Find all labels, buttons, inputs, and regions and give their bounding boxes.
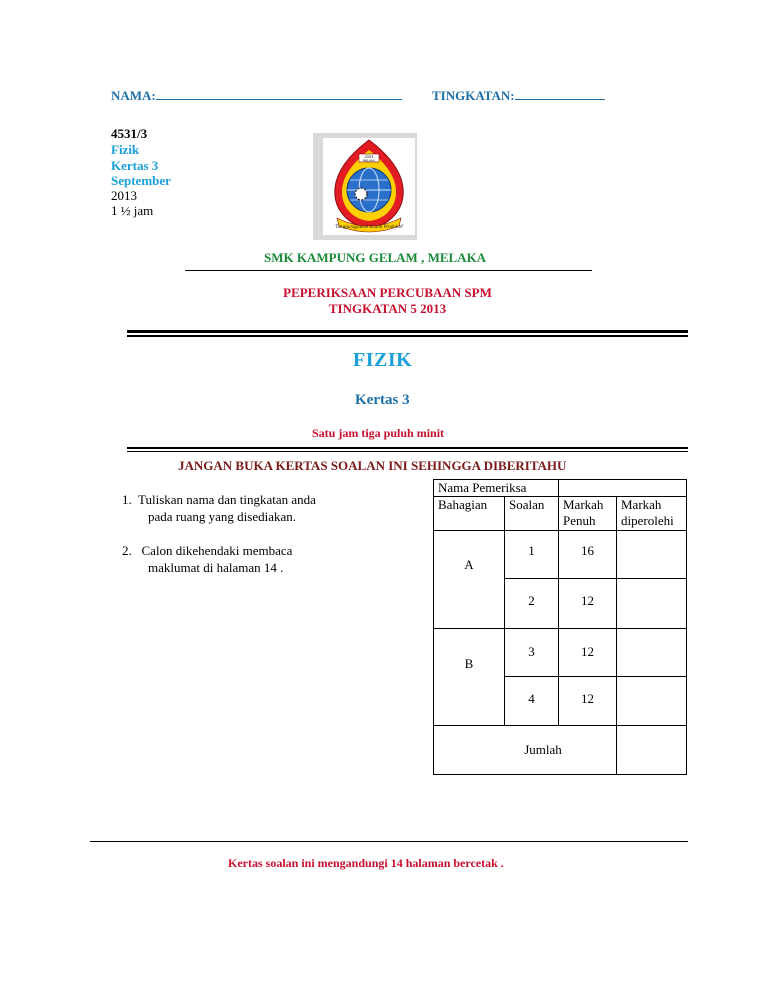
header-markah-penuh-line-1: Markah	[563, 497, 604, 512]
subject-name: Fizik	[111, 142, 140, 157]
full-marks-cell: 12	[559, 629, 617, 677]
instruction-2-line-2: maklumat di halaman 14 .	[148, 560, 284, 575]
exam-duration: 1 ½ jam	[111, 203, 154, 218]
instruction-2-line-1: Calon dikehendaki membaca	[141, 543, 293, 558]
exam-title	[184, 285, 591, 317]
full-marks-cell: 12	[559, 579, 617, 629]
examiner-label: Nama Pemeriksa	[434, 480, 559, 497]
subject-title: FIZIK	[353, 349, 413, 371]
logo-year-text: 2003	[364, 155, 374, 159]
logo-state-text: MELAKA	[362, 158, 376, 163]
question-cell: 4	[505, 677, 559, 726]
school-name: SMK KAMPUNG GELAM , MELAKA	[264, 250, 487, 265]
total-label: Jumlah	[434, 726, 617, 775]
full-marks-cell: 12	[559, 677, 617, 726]
name-blank-line[interactable]	[156, 88, 402, 100]
marks-obtained-cell[interactable]	[617, 531, 687, 579]
table-row	[434, 629, 687, 677]
instruction-1-line-2: pada ruang yang disediakan.	[148, 509, 297, 524]
marks-obtained-cell[interactable]	[617, 677, 687, 726]
name-field-row	[111, 88, 402, 104]
footer-rule	[90, 841, 688, 842]
instruction-2-number: 2.	[122, 543, 132, 558]
warning-text: JANGAN BUKA KERTAS SOALAN INI SEHINGGA DIBERITAHU	[178, 458, 567, 473]
header-markah-diperolehi-line-1: Markah	[621, 497, 662, 512]
header-row	[434, 497, 687, 531]
exam-month: September	[111, 173, 171, 188]
instruction-1-number: 1.	[122, 492, 132, 507]
header-bahagian: Bahagian	[434, 497, 505, 531]
question-cell: 1	[505, 531, 559, 579]
paper-title: Kertas 3	[355, 392, 410, 408]
header-markah-diperolehi	[617, 497, 687, 531]
name-label: NAMA:	[111, 88, 156, 103]
tingkatan-blank-line[interactable]	[515, 88, 605, 100]
header-markah-diperolehi-line-2: diperolehi	[621, 513, 674, 528]
logo-motto-text: Tanggungjawab Kualiti Produktif	[335, 224, 403, 229]
paper-number: Kertas 3	[111, 158, 159, 173]
school-crest-logo	[323, 138, 415, 235]
marks-table	[433, 479, 687, 775]
double-rule-top	[127, 330, 688, 333]
total-row	[434, 726, 687, 775]
total-marks-cell[interactable]	[617, 726, 687, 775]
header-soalan: Soalan	[505, 497, 559, 531]
marks-obtained-cell[interactable]	[617, 579, 687, 629]
instruction-1-line-1: Tuliskan nama dan tingkatan anda	[138, 492, 316, 507]
paper-code: 4531/3	[111, 126, 148, 141]
examiner-name-cell[interactable]	[559, 480, 687, 497]
duration-text: Satu jam tiga puluh minit	[312, 426, 445, 440]
exam-year: 2013	[111, 188, 137, 203]
section-a-cell: A	[434, 531, 505, 629]
page-count-note: Kertas soalan ini mengandungi 14 halaman bercetak .	[228, 856, 504, 870]
question-cell: 2	[505, 579, 559, 629]
marks-obtained-cell[interactable]	[617, 629, 687, 677]
header-markah-penuh-line-2: Penuh	[563, 513, 596, 528]
tingkatan-label: TINGKATAN:	[432, 88, 515, 103]
question-cell: 3	[505, 629, 559, 677]
instruction-2	[122, 542, 292, 576]
table-row	[434, 531, 687, 579]
exam-title-line-1: PEPERIKSAAN PERCUBAAN SPM	[283, 285, 492, 300]
form-field-row	[432, 88, 605, 104]
exam-title-line-2: TINGKATAN 5 2013	[328, 301, 447, 316]
header-markah-penuh	[559, 497, 617, 531]
examiner-row	[434, 480, 687, 497]
instruction-1	[122, 491, 316, 525]
double-rule-bottom	[127, 335, 688, 337]
double-rule-2-top	[127, 447, 688, 449]
section-b-cell: B	[434, 629, 505, 726]
double-rule-2-bottom	[127, 451, 688, 452]
school-underline	[185, 270, 592, 271]
full-marks-cell: 16	[559, 531, 617, 579]
